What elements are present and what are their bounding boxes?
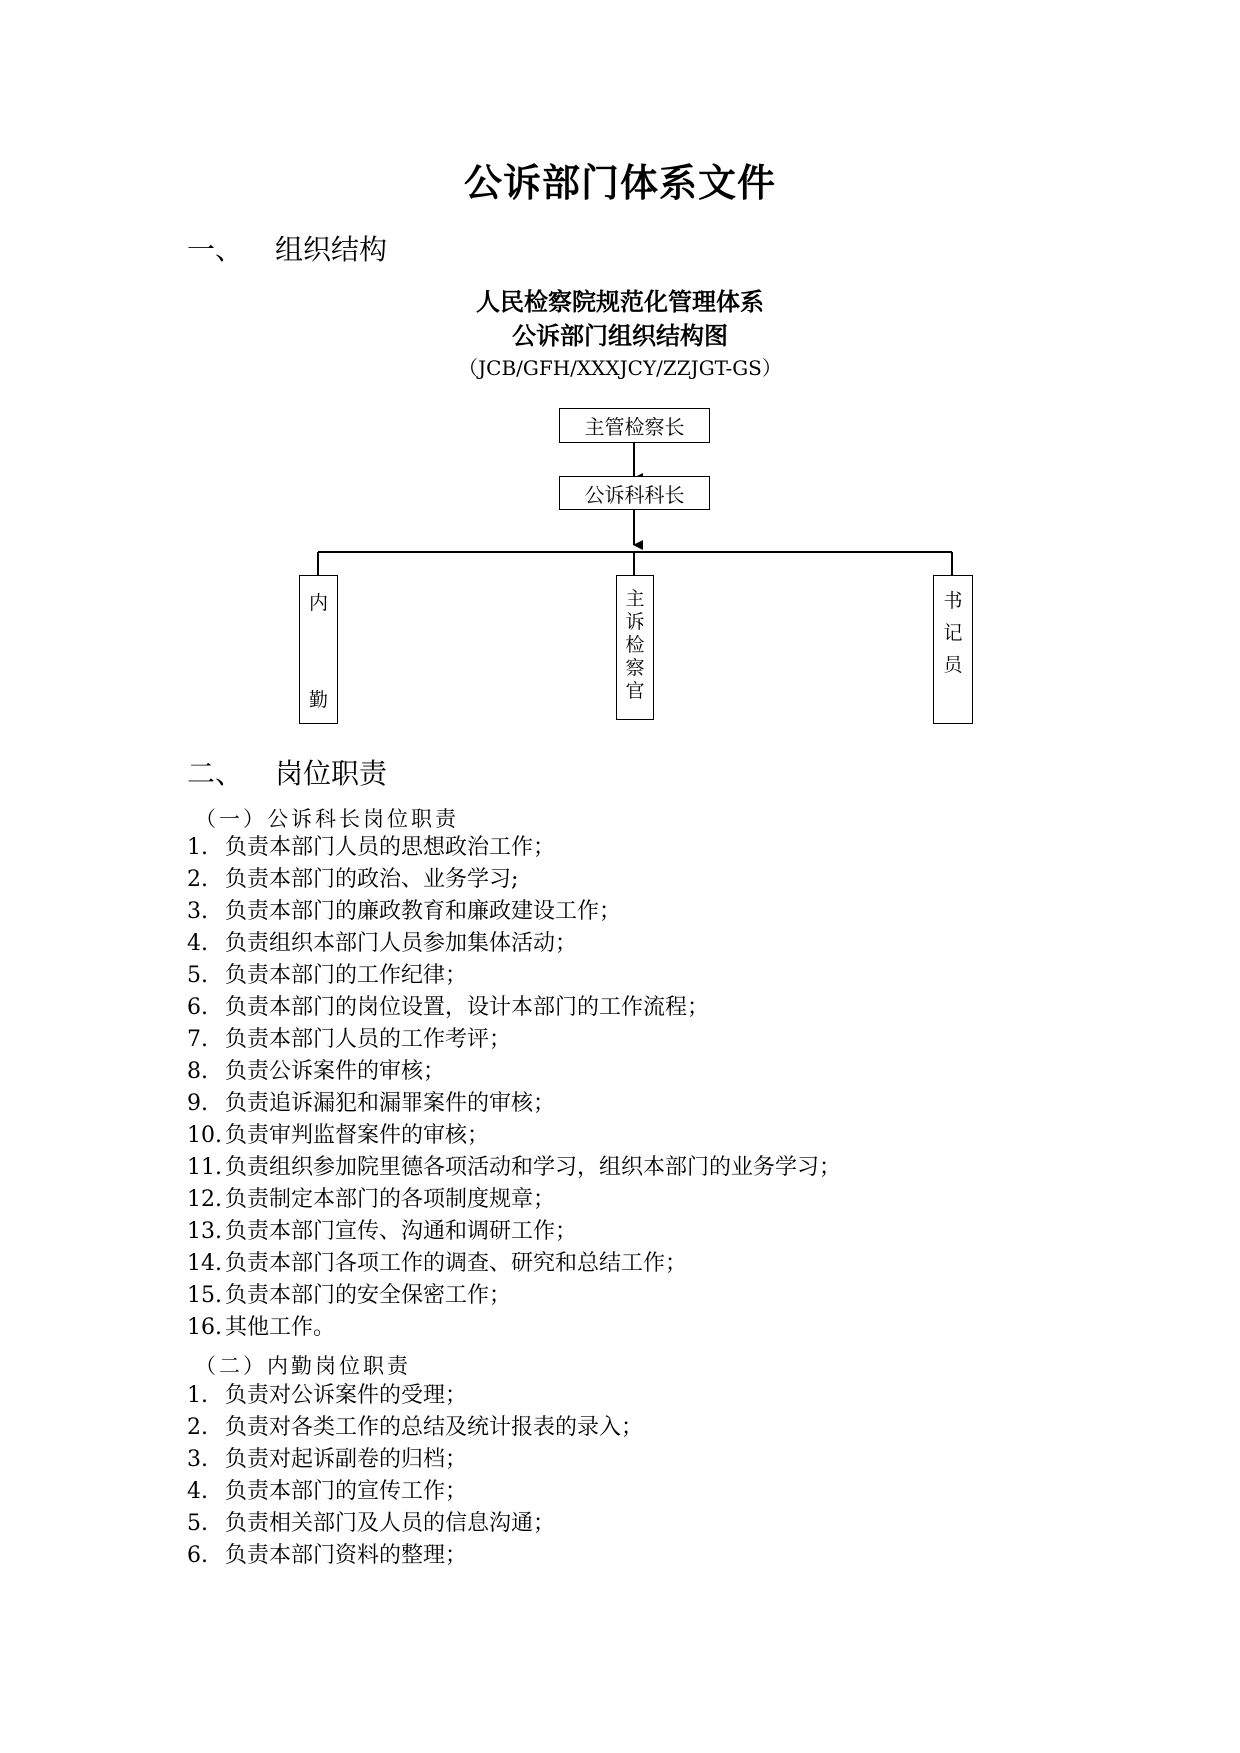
org-box-center-char: 察 [625, 657, 645, 679]
section-2-heading [187, 752, 387, 792]
duty-item: 2. 负责对各类工作的总结及统计报表的录入； [187, 1415, 644, 1440]
org-chart-code: （JCB/GFH/XXXJCY/ZZJGT-GS） [458, 356, 782, 380]
org-box-center-char: 主 [625, 588, 645, 610]
org-box-lead-prosecutor [616, 575, 654, 720]
duty-item: 15. 负责本部门的安全保密工作； [187, 1283, 512, 1308]
section-1-number: 一、 [187, 233, 244, 266]
duty-item: 9. 负责追诉漏犯和漏罪案件的审核； [187, 1091, 556, 1116]
duty-item: 6. 负责本部门的岗位设置，设计本部门的工作流程； [187, 995, 710, 1020]
org-box-right-char: 书 [943, 590, 963, 612]
duty-item: 12. 负责制定本部门的各项制度规章； [187, 1187, 556, 1212]
org-chart-title-line1: 人民检察院规范化管理体系 [476, 287, 764, 316]
org-box-section-chief: 公诉科科长 [559, 476, 710, 510]
duty-item: 1. 负责对公诉案件的受理； [187, 1383, 468, 1408]
duty-item: 16. 其他工作。 [187, 1315, 336, 1340]
duty-item: 5. 负责本部门的工作纪律； [187, 963, 468, 988]
org-chart-title-line2: 公诉部门组织结构图 [512, 321, 728, 350]
duty-item: 2. 负责本部门的政治、业务学习; [187, 867, 519, 892]
duty-item: 11. 负责组织参加院里德各项活动和学习，组织本部门的业务学习； [187, 1155, 842, 1180]
section-1-title: 组织结构 [275, 233, 388, 266]
org-box-left-char: 内 [308, 592, 328, 614]
duty-item: 4. 负责本部门的宣传工作； [187, 1479, 468, 1504]
duty-item: 5. 负责相关部门及人员的信息沟通； [187, 1511, 556, 1536]
org-box-right-char: 员 [943, 654, 963, 676]
subsection-1-heading: （一）公诉科长岗位职责 [195, 807, 459, 831]
org-box-right-char: 记 [943, 622, 963, 644]
document-title: 公诉部门体系文件 [463, 160, 776, 205]
duty-item: 7. 负责本部门人员的工作考评； [187, 1027, 512, 1052]
section-2-number: 二、 [187, 757, 244, 790]
duty-item: 1. 负责本部门人员的思想政治工作； [187, 835, 556, 860]
duty-item: 13. 负责本部门宣传、沟通和调研工作； [187, 1219, 578, 1244]
section-2-title: 岗位职责 [275, 757, 388, 790]
duty-item: 10. 负责审判监督案件的审核； [187, 1123, 490, 1148]
org-box-clerk-internal [299, 575, 338, 724]
duty-item: 3. 负责对起诉副卷的归档； [187, 1447, 468, 1472]
duty-item: 8. 负责公诉案件的审核； [187, 1059, 446, 1084]
duty-item: 3. 负责本部门的廉政教育和廉政建设工作； [187, 899, 622, 924]
duty-item: 14. 负责本部门各项工作的调查、研究和总结工作； [187, 1251, 688, 1276]
duty-item: 4. 负责组织本部门人员参加集体活动； [187, 931, 578, 956]
org-box-left-char: 勤 [308, 689, 328, 711]
org-box-center-char: 官 [625, 680, 645, 702]
subsection-2-heading: （二）内勤岗位职责 [195, 1354, 411, 1378]
org-box-center-char: 诉 [625, 611, 645, 633]
org-box-center-char: 检 [625, 634, 645, 656]
org-box-court-clerk [933, 575, 973, 724]
org-box-chief-prosecutor: 主管检察长 [559, 408, 710, 443]
duty-item: 6. 负责本部门资料的整理； [187, 1543, 468, 1568]
